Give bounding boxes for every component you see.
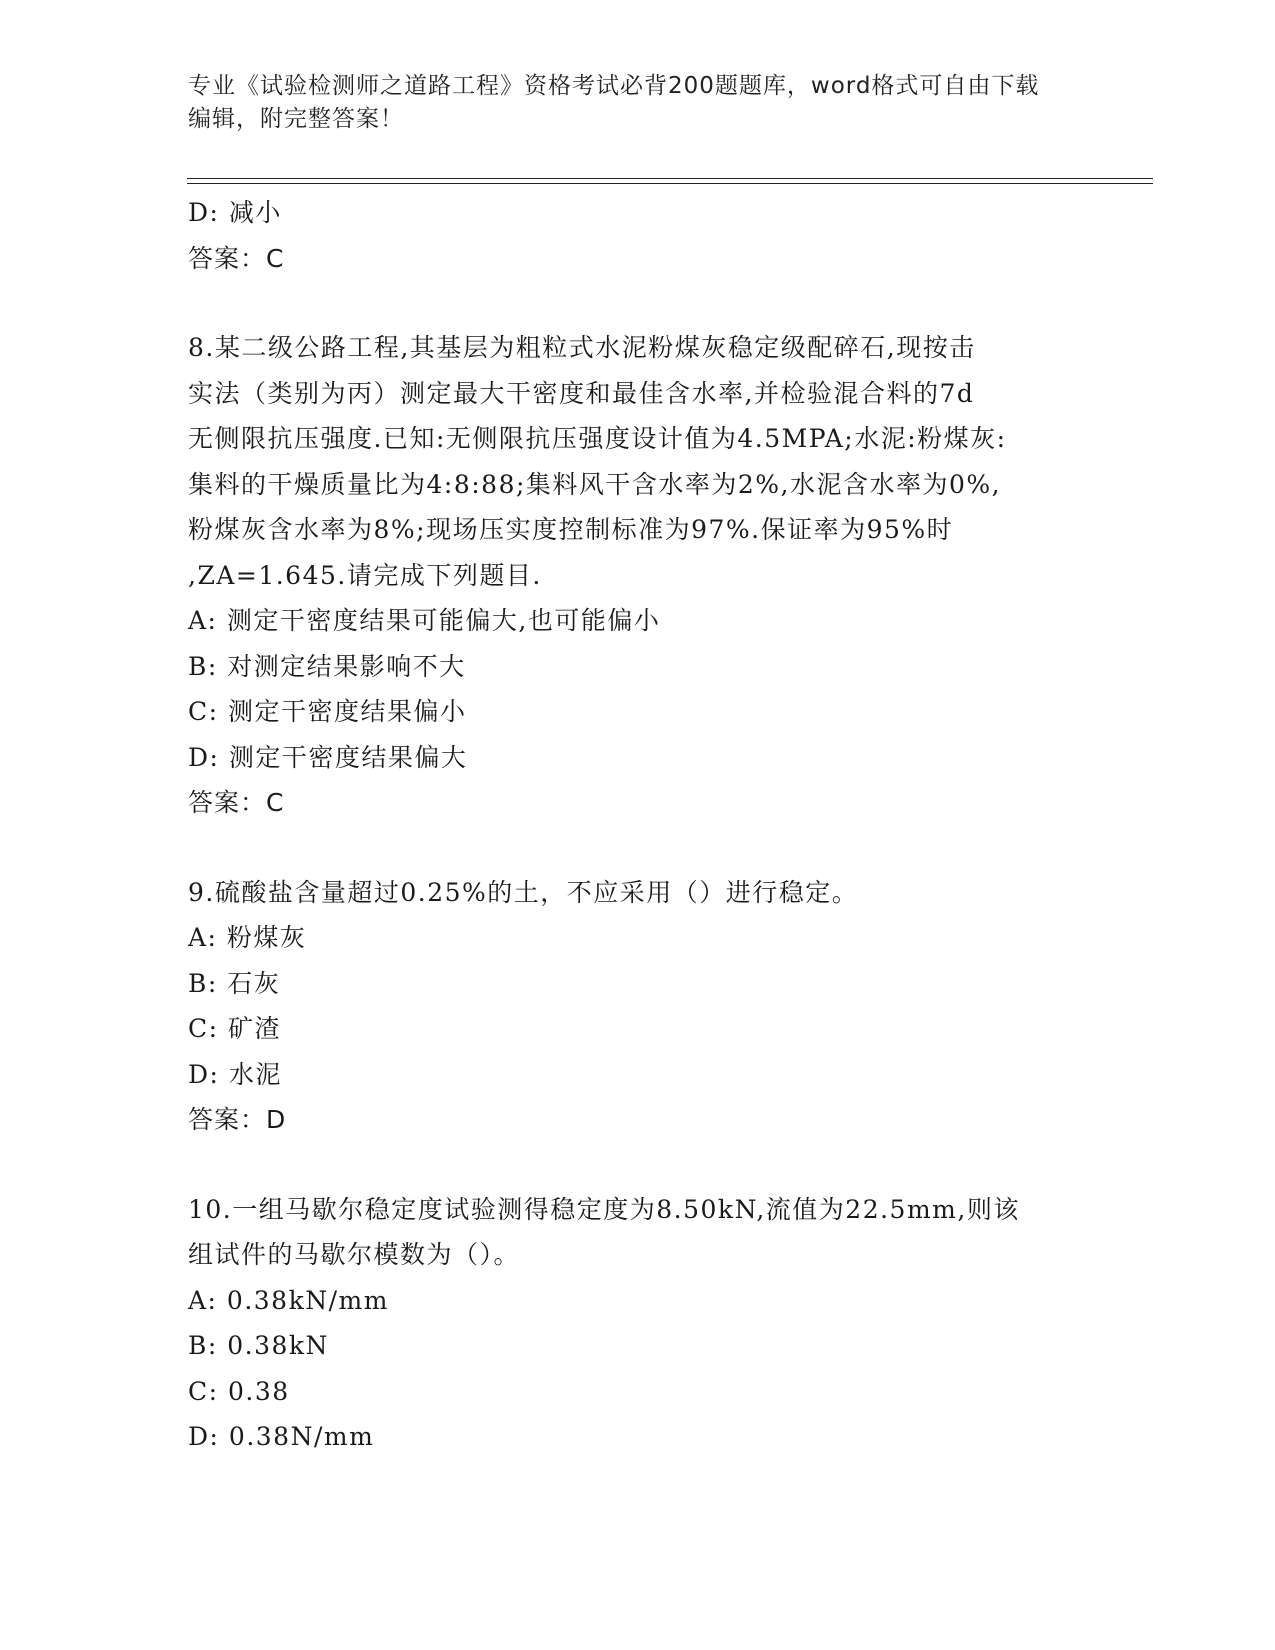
option-b: B: 对测定结果影响不大 xyxy=(188,651,466,681)
question-9 xyxy=(188,870,1088,1143)
question-text-line: 粉煤灰含水率为8%;现场压实度控制标准为97%.保证率为95%时 xyxy=(188,515,954,544)
answer-line: 答案：C xyxy=(188,788,285,817)
question-text-line: 8.某二级公路工程,其基层为粗粒式水泥粉煤灰稳定级配碎石,现按击 xyxy=(188,333,976,362)
answer-line: 答案：D xyxy=(188,1105,287,1134)
option-a: A: 粉煤灰 xyxy=(188,923,307,952)
option-c: C: 测定干密度结果偏小 xyxy=(188,697,467,726)
question-text-line: ,ZA=1.645.请完成下列题目. xyxy=(188,560,542,590)
option-c: C: 矿渣 xyxy=(188,1014,281,1043)
previous-question-tail xyxy=(188,190,1088,281)
option-c: C: 0.38 xyxy=(188,1376,290,1406)
question-10 xyxy=(188,1187,1088,1460)
question-text-line: 实法（类别为丙）测定最大干密度和最佳含水率,并检验混合料的7d xyxy=(188,378,975,408)
header-line-1: 专业《试验检测师之道路工程》资格考试必背200题题库，word格式可自由下载 xyxy=(188,73,1040,99)
option-b: B: 石灰 xyxy=(188,968,281,998)
option-d: D: 水泥 xyxy=(188,1059,282,1089)
spacer xyxy=(188,1143,1088,1187)
question-text-line: 9.硫酸盐含量超过0.25%的土，不应采用（）进行稳定。 xyxy=(188,877,859,907)
option-a: A: 测定干密度结果可能偏大,也可能偏小 xyxy=(188,606,661,635)
page-header xyxy=(188,70,1088,136)
question-text-line: 无侧限抗压强度.已知:无侧限抗压强度设计值为4.5MPA;水泥:粉煤灰: xyxy=(188,424,1007,453)
question-content xyxy=(188,190,1088,1460)
spacer xyxy=(188,281,1088,325)
question-text-line: 集料的干燥质量比为4:8:88;集料风干含水率为2%,水泥含水率为0%, xyxy=(188,469,1002,499)
header-rule-bottom xyxy=(187,183,1153,184)
option-d: D: 测定干密度结果偏大 xyxy=(188,742,468,772)
answer-line: 答案：C xyxy=(188,243,285,273)
header-rule-top xyxy=(187,178,1153,179)
question-8 xyxy=(188,325,1088,826)
option-d: D: 0.38N/mm xyxy=(188,1422,375,1451)
question-text-line: 10.一组马歇尔稳定度试验测得稳定度为8.50kN,流值为22.5mm,则该 xyxy=(188,1194,1020,1224)
header-line-2: 编辑，附完整答案！ xyxy=(188,106,404,132)
question-text-line: 组试件的马歇尔模数为（）。 xyxy=(188,1240,521,1269)
option-b: B: 0.38kN xyxy=(188,1331,329,1360)
spacer xyxy=(188,826,1088,870)
option-d: D: 减小 xyxy=(188,198,282,227)
option-a: A: 0.38kN/mm xyxy=(188,1285,389,1315)
